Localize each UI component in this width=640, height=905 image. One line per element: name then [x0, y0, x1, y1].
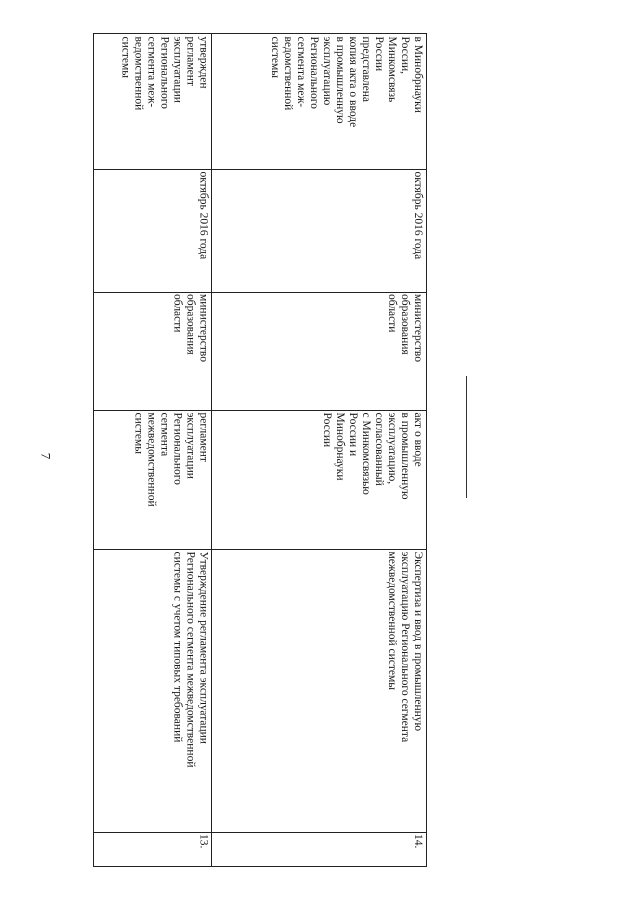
- cell-number: 14.: [412, 834, 424, 849]
- cell-number: 13.: [197, 834, 209, 849]
- table-row: [212, 34, 426, 866]
- cell-name: Экспертиза и ввод в промышленную эксплуатацию Регионального сегмента межведомственной системы: [386, 551, 424, 742]
- cell-outcome: в Минобрнауки России, Минкомсвязь России представлена копия акта о вводе в промышленную эксплуатацию Регионального сегмента меж- ведомственной системы: [269, 36, 424, 127]
- table: [93, 33, 427, 867]
- separator-line: [466, 376, 467, 498]
- cell-result: акт о вводе в промышленную эксплуатацию, согласованный с Минкомсвязью России и Минобрнауки России: [321, 412, 424, 500]
- cell-result: регламент эксплуатации Регионального сегмента межведомственной системы: [132, 412, 209, 507]
- cell-deadline: октябрь 2016 года: [412, 171, 424, 259]
- cell-responsible: министерство образования области: [171, 294, 209, 362]
- table-row: [94, 34, 211, 866]
- page-number: 7: [38, 452, 54, 460]
- cell-deadline: октябрь 2016 года: [197, 171, 209, 259]
- cell-responsible: министерство образования области: [386, 294, 424, 362]
- cell-name: Утверждение регламента эксплуатации Регионального сегмента межведомственной системы с учетом типовых требований: [171, 551, 209, 767]
- cell-outcome: утвержден регламент эксплуатации Регионального сегмента меж- ведомственной системы: [119, 36, 209, 110]
